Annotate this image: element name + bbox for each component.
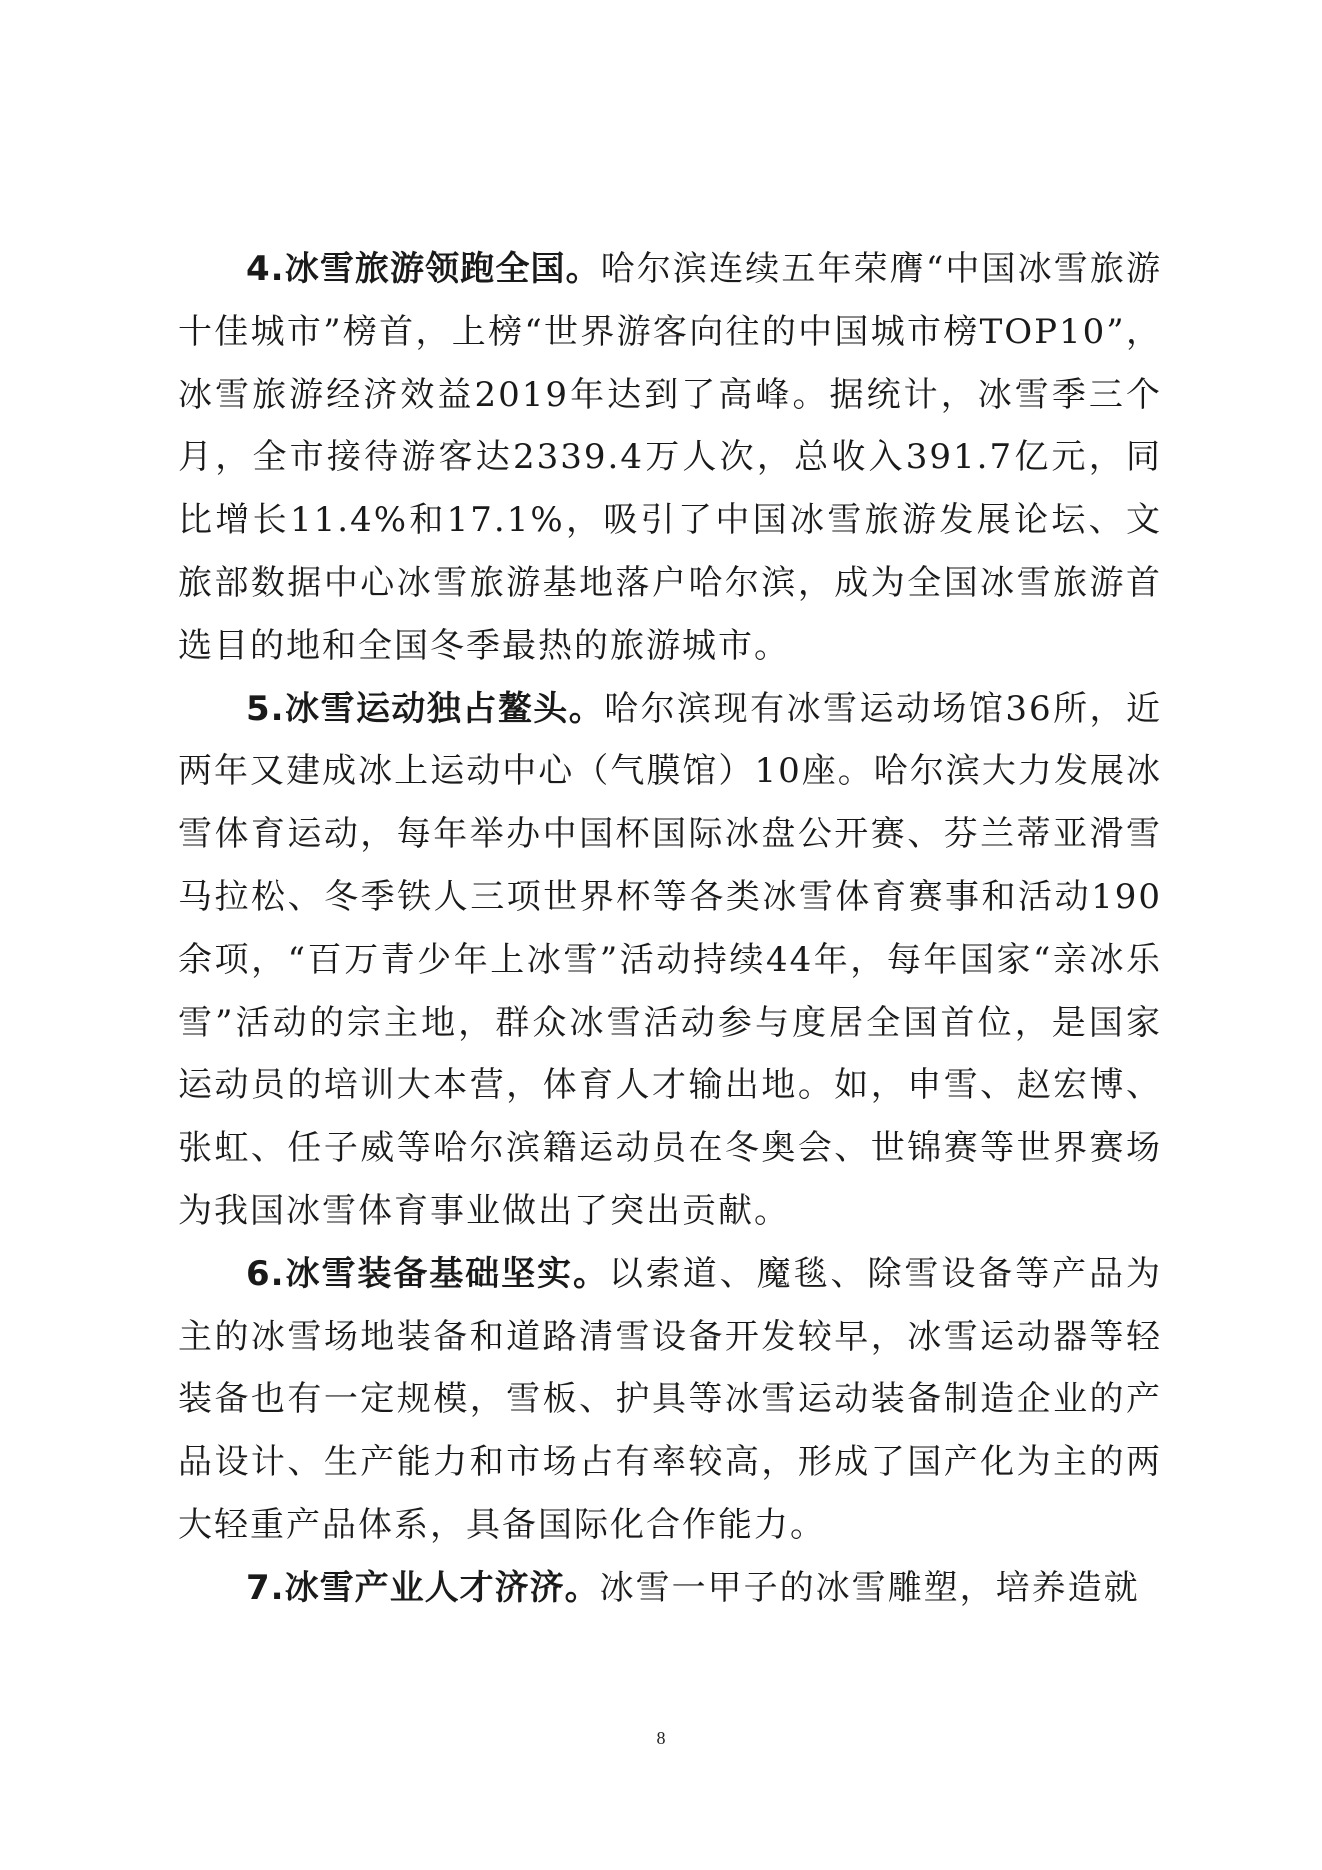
- paragraph-heading: 4.冰雪旅游领跑全国。: [246, 249, 601, 289]
- paragraph-text: 以索道、魔毯、除雪设备等产品为主的冰雪场地装备和道路清雪设备开发较早，冰雪运动器等轻装备也有一定规模，雪板、护具等冰雪运动装备制造企业的产品设计、生产能力和市场占有率较高，形成了国产化为主的两大轻重产品体系，具备国际化合作能力。: [178, 1253, 1163, 1545]
- paragraph-ice-snow-tourism: [178, 238, 1162, 678]
- paragraph-heading: 5.冰雪运动独占鳌头。: [246, 688, 605, 729]
- paragraph-ice-snow-sports: [178, 678, 1162, 1243]
- paragraph-heading: 7.冰雪产业人才济济。: [246, 1567, 600, 1608]
- page-number: 8: [656, 1728, 666, 1748]
- paragraph-ice-snow-talent: [178, 1557, 1162, 1620]
- document-body: [178, 238, 1162, 1620]
- paragraph-text: 冰雪一甲子的冰雪雕塑，培养造就: [599, 1567, 1140, 1608]
- paragraph-text: 哈尔滨连续五年荣膺“中国冰雪旅游十佳城市”榜首，上榜“世界游客向往的中国城市榜TOP10”，冰雪旅游经济效益2019年达到了高峰。据统计，冰雪季三个月，全市接待游客达2339.4万人次，总收入391.7亿元，同比增长11.4%和17.1%，吸引了中国冰雪旅游发展论坛、文旅部数据中心冰雪旅游基地落户哈尔滨，成为全国冰雪旅游首选目的地和全国冬季最热的旅游城市。: [178, 249, 1162, 666]
- paragraph-heading: 6.冰雪装备基础坚实。: [246, 1253, 609, 1294]
- paragraph-text: 哈尔滨现有冰雪运动场馆36所，近两年又建成冰上运动中心（气膜馆）10座。哈尔滨大力发展冰雪体育运动，每年举办中国杯国际冰盘公开赛、芬兰蒂亚滑雪马拉松、冬季铁人三项世界杯等各类冰雪体育赛事和活动190余项，“百万青少年上冰雪”活动持续44年，每年国家“亲冰乐雪”活动的宗主地，群众冰雪活动参与度居全国首位，是国家运动员的培训大本营，体育人才输出地。如，申雪、赵宏博、张虹、任子威等哈尔滨籍运动员在冬奥会、世锦赛等世界赛场为我国冰雪体育事业做出了突出贡献。: [178, 688, 1163, 1231]
- paragraph-ice-snow-equipment: [178, 1243, 1162, 1557]
